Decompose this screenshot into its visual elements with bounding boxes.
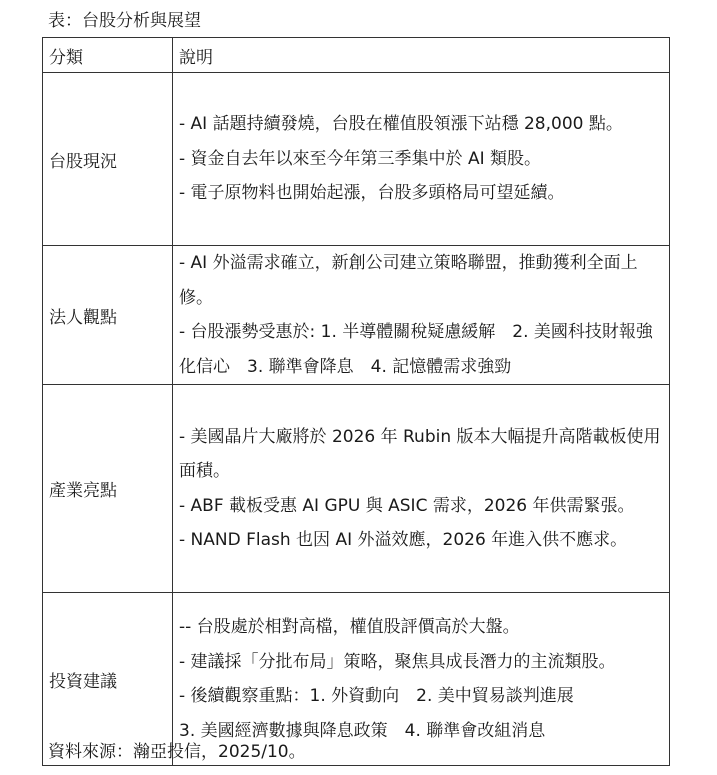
description-line: - 美國晶片大廠將於 2026 年 Rubin 版本大幅提升高階載板使用面積。 bbox=[179, 426, 661, 481]
table-row bbox=[43, 73, 670, 246]
row-description bbox=[173, 385, 670, 593]
description-line: - AI 話題持續發燒，台股在權值股領漲下站穩 28,000 點。 bbox=[179, 114, 623, 135]
description-line: - AI 外溢需求確立，新創公司建立策略聯盟，推動獲利全面上修。 bbox=[179, 253, 638, 308]
row-description bbox=[173, 246, 670, 385]
description-line: - 後續觀察重點：1. 外資動向 2. 美中貿易談判進展 bbox=[179, 686, 574, 706]
description-line: - 資金自去年以來至今年第三季集中於 AI 類股。 bbox=[179, 148, 541, 169]
row-category: 產業亮點 bbox=[43, 385, 173, 593]
source-note: 資料來源：瀚亞投信，2025/10。 bbox=[48, 742, 306, 762]
row-category: 台股現況 bbox=[43, 73, 173, 246]
description-line: - 電子原物料也開始起漲，台股多頭格局可望延續。 bbox=[179, 183, 565, 204]
table-header-row bbox=[43, 38, 670, 73]
description-line: - 台股漲勢受惠於: 1. 半導體關稅疑慮緩解 2. 美國科技財報強化信心 3. 聯準會降息 4. 記憶體需求強勁 bbox=[179, 322, 653, 377]
table-row bbox=[43, 246, 670, 385]
row-description bbox=[173, 73, 670, 246]
description-line: 3. 美國經濟數據與降息政策 4. 聯準會改組消息 bbox=[179, 720, 546, 741]
header-description: 說明 bbox=[173, 38, 670, 73]
description-line: - NAND Flash 也因 AI 外溢效應，2026 年進入供不應求。 bbox=[179, 530, 628, 550]
header-category: 分類 bbox=[43, 38, 173, 73]
analysis-table bbox=[42, 37, 670, 766]
description-line: -- 台股處於相對高檔，權值股評價高於大盤。 bbox=[179, 617, 520, 637]
description-line: - ABF 載板受惠 AI GPU 與 ASIC 需求，2026 年供需緊張。 bbox=[179, 495, 635, 516]
row-category: 法人觀點 bbox=[43, 246, 173, 385]
table-row bbox=[43, 385, 670, 593]
description-line: - 建議採「分批布局」策略，聚焦具成長潛力的主流類股。 bbox=[179, 651, 616, 672]
row-category: 投資建議 bbox=[43, 593, 173, 766]
table-caption: 表：台股分析與展望 bbox=[48, 11, 201, 31]
